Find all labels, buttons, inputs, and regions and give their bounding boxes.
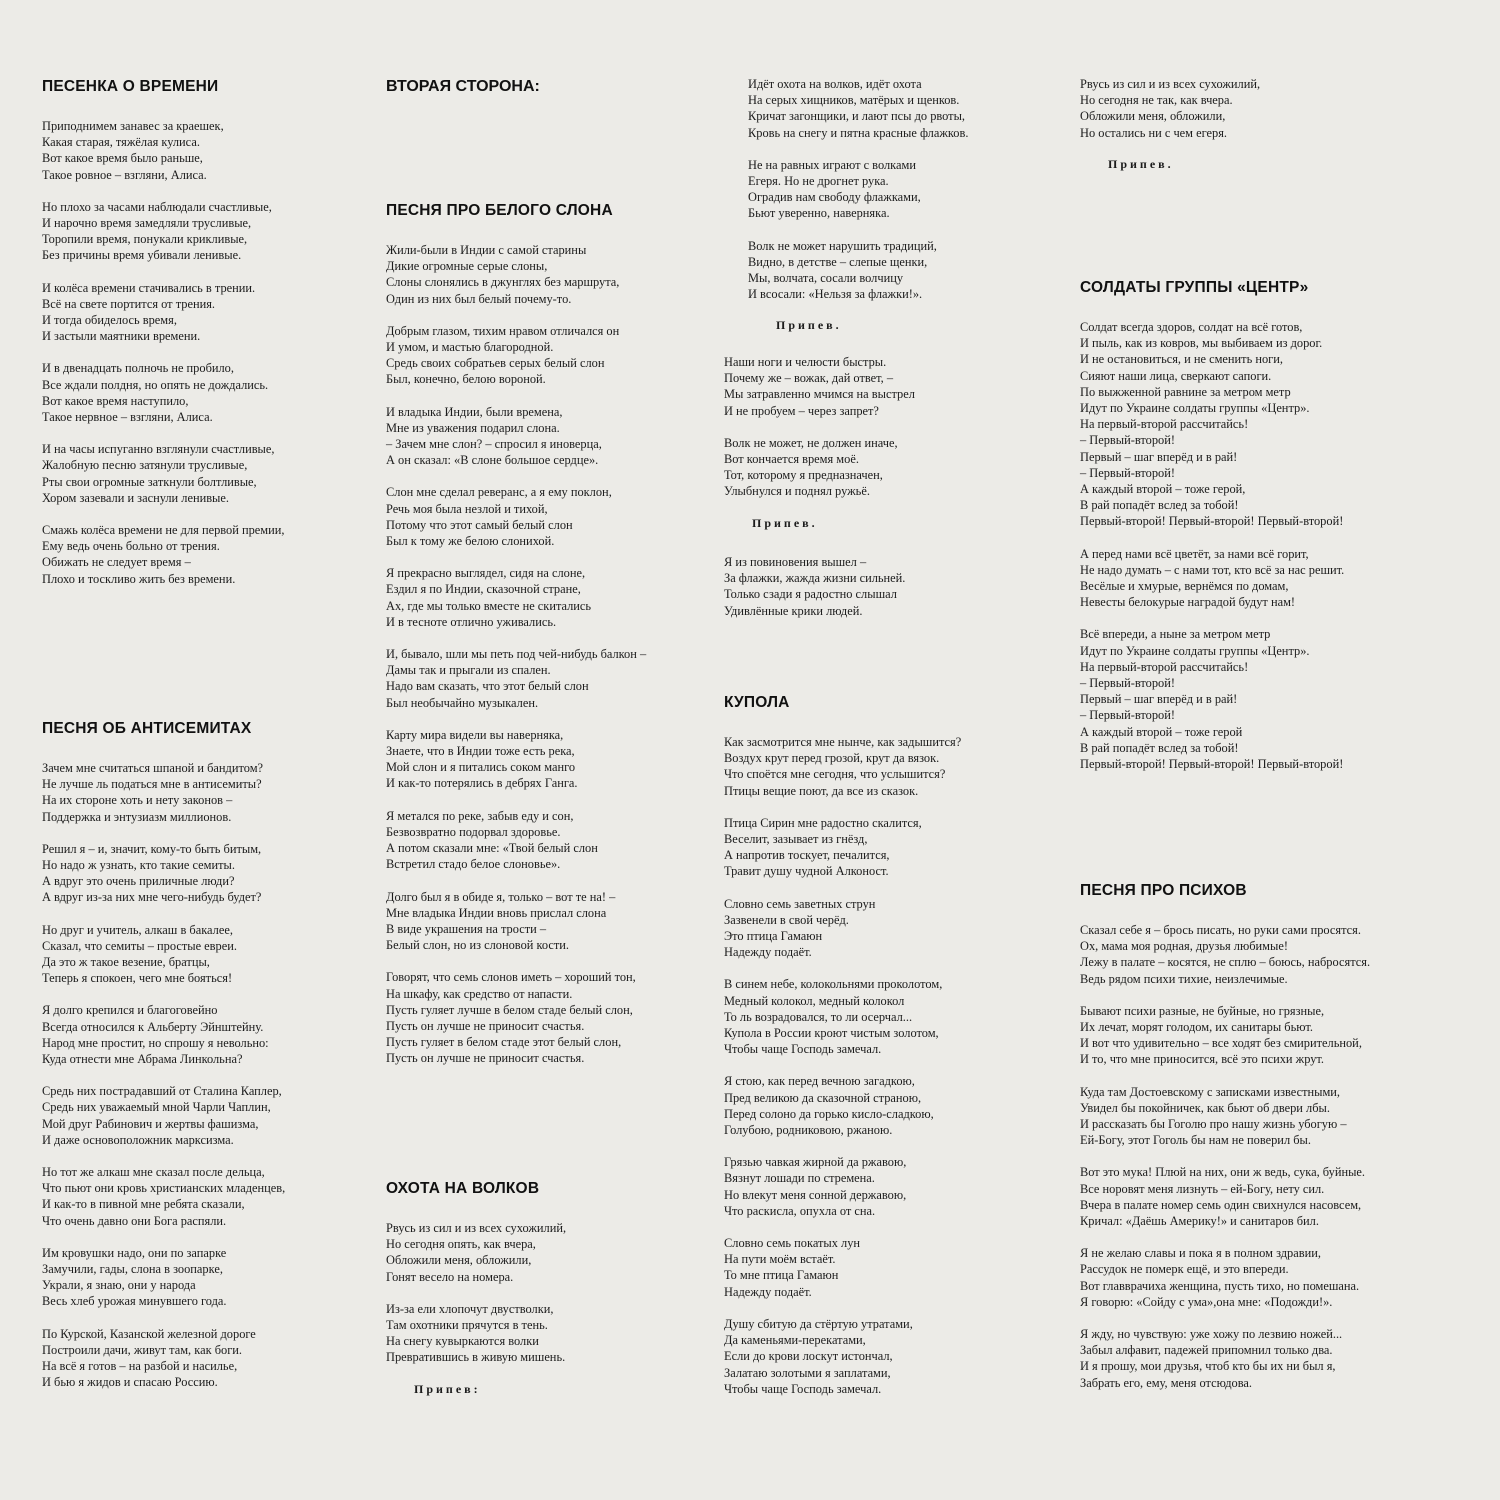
lyric-line: Душу сбитую да стёртую утратами, [724,1316,913,1331]
lyric-line: Мне владыка Индии вновь прислал слона [386,905,607,920]
lyric-line: Рассудок не померк ещё, и это впереди. [1080,1262,1289,1277]
lyric-line: Волк не может нарушить традиций, [748,238,937,253]
lyric-line: То ль возрадовался, то ли осерчал... [724,1009,913,1024]
lyric-line: И застыли маятники времени. [42,329,201,344]
lyric-line: Видно, в детстве – слепые щенки, [748,254,928,269]
stanza [42,1002,422,1067]
lyric-line: Я жду, но чувствую: уже хожу по лезвию ножей... [1080,1327,1343,1342]
lyric-line: Замучили, гады, слона в зоопарке, [42,1262,223,1277]
lyric-line: Смажь колёса времени не для первой премии, [42,523,285,538]
stanza [724,1235,1104,1300]
lyric-line: Забрать его, ему, меня отсюдова. [1080,1375,1252,1390]
lyric-line: На первый-второй рассчитайсь! [1080,417,1249,432]
lyric-line: Я не желаю славы и пока я в полном здравии, [1080,1246,1321,1261]
lyric-line: Обложили меня, обложили, [1080,109,1226,124]
lyric-line: И умом, и мастью благородной. [386,340,554,355]
lyric-line: Первый – шаг вперёд и в рай! [1080,692,1238,707]
lyric-line: Тот, которому я предназначен, [724,468,883,483]
stanza [1080,922,1460,987]
lyric-line: Рвусь из сил и из всех сухожилий, [1080,77,1261,91]
lyric-line: Вот это мука! Плюй на них, они ж ведь, сука, буйные. [1080,1165,1366,1180]
stanza [1080,546,1460,611]
lyric-line: Мы, волчата, сосали волчицу [748,271,904,286]
lyric-line: Увидел бы покойничек, как бьют об двери лбы. [1080,1100,1330,1115]
lyric-line: Что очень давно они Бога распяли. [42,1213,227,1228]
lyric-line: Средь своих собратьев серых белый слон [386,356,605,371]
stanza [748,238,1128,303]
lyric-line: Потому что этот самый белый слон [386,517,573,532]
stanza [42,1326,422,1391]
lyric-line: Наши ноги и челюсти быстры. [724,355,887,369]
stanza [1080,1326,1460,1391]
lyric-line: И рассказать бы Гоголю про нашу жизнь убогую – [1080,1117,1347,1132]
lyric-line: Средь них уважаемый мной Чарли Чаплин, [42,1100,271,1115]
lyric-line: И бью я жидов и спасаю Россию. [42,1375,218,1390]
stanza [386,1301,766,1366]
stanza [42,280,422,345]
ohota-continuation-2 [724,354,1104,549]
lyric-line: Только сзади я радостно слышал [724,587,897,602]
lyric-line: Кровь на снегу и пятна красные флажков. [748,125,969,140]
lyric-line: И даже основоположник марксизма. [42,1132,234,1147]
lyric-line: Но сегодня опять, как вчера, [386,1237,536,1252]
lyric-line: Ему ведь очень больно от трения. [42,539,220,554]
stanza [42,441,422,506]
lyric-line: Надежду подаёт. [724,1284,812,1299]
refrain-label: Припев: [414,1381,481,1396]
lyric-line: Знаете, что в Индии тоже есть река, [386,744,575,759]
lyric-line: Речь моя была незлой и тихой, [386,501,548,516]
lyric-line: А вдруг это очень приличные люди? [42,874,235,889]
lyric-line: И в двенадцать полночь не пробило, [42,361,234,376]
lyric-line: Это птица Гамаюн [724,929,823,944]
stanza [386,969,766,1066]
lyric-line: Но друг и учитель, алкаш в бакалее, [42,922,233,937]
lyric-line: Всегда относился к Альберту Эйнштейну. [42,1019,264,1034]
lyric-line: Что споётся мне сегодня, что услышится? [724,767,946,782]
lyric-line: А напротив тоскует, печалится, [724,848,890,863]
lyric-line: Мне из уважения подарил слона. [386,420,560,435]
lyric-line: Долго был я в обиде я, только – вот те на! – [386,889,616,904]
lyric-line: Удивлённые крики людей. [724,603,863,618]
lyric-line: А каждый второй – тоже герой, [1080,482,1246,497]
lyric-line: Их лечат, морят голодом, их санитары бьют. [1080,1020,1313,1035]
lyric-line: И колёса времени стачивались в трении. [42,280,256,295]
lyric-line: Весь хлеб урожая минувшего года. [42,1294,227,1309]
lyric-line: Вот какое время было раньше, [42,151,203,166]
stanza [724,554,1104,619]
lyric-line: Купола в России кроют чистым золотом, [724,1026,939,1041]
side-heading: ВТОРАЯ СТОРОНА: [386,78,540,95]
lyric-line: Пусть гуляет в белом стаде этот белый слон, [386,1035,622,1050]
lyric-line: Бьют уверенно, наверняка. [748,206,890,221]
lyric-line: Все ждали полдня, но опять не дождались. [42,377,269,392]
lyric-line: Безвозвратно подорвал здоровье. [386,824,561,839]
lyric-line: Медный колокол, медный колокол [724,993,905,1008]
lyric-line: Мой слон и я питались соком манго [386,760,576,775]
lyric-line: На шкафу, как средство от напасти. [386,986,573,1001]
lyric-line: И всосали: «Нельзя за флажки!». [748,287,923,302]
stanza [724,734,1104,799]
lyric-line: Мой друг Рабинович и жертвы фашизма, [42,1116,259,1131]
lyric-line: И владыка Индии, были времена, [386,404,563,419]
refrain-label: Припев. [1108,156,1174,171]
stanza [724,354,1104,419]
song-title: СОЛДАТЫ ГРУППЫ «ЦЕНТР» [1080,279,1309,296]
lyric-line: Дикие огромные серые слоны, [386,259,548,274]
lyric-line: На пути моём встаёт. [724,1252,836,1267]
stanza [42,760,422,825]
lyric-line: И, бывало, шли мы петь под чей-нибудь балкон – [386,647,647,662]
lyric-line: По выжженной равнине за метром метр [1080,384,1291,399]
lyric-line: Всё на свете портится от трения. [42,296,216,311]
stanza [386,323,766,388]
lyric-line: Из-за ели хлопочут двустволки, [386,1301,554,1316]
lyric-line: Торопили время, понукали крикливые, [42,232,248,247]
song-soldaty-gruppy-centr [1080,279,1460,788]
lyric-line: А каждый второй – тоже герой [1080,724,1243,739]
lyric-line: Народ мне простит, но спрошу я невольно: [42,1035,269,1050]
lyric-line: Куда отнести мне Абрама Линкольна? [42,1052,243,1067]
lyric-line: Залатаю золотыми я заплатами, [724,1365,891,1380]
lyric-line: И то, что мне приносится, всё это психи жрут. [1080,1052,1325,1067]
lyric-line: Но тот же алкаш мне сказал после дельца, [42,1165,265,1180]
lyric-line: Грязью чавкая жирной да ржавою, [724,1155,907,1170]
lyric-line: На серых хищников, матёрых и щенков. [748,93,960,108]
lyric-line: И в тесноте отлично уживались. [386,614,557,629]
stanza [386,646,766,711]
lyric-line: Жалобную песню затянули трусливые, [42,458,248,473]
lyric-line: Украли, я знаю, они у народа [42,1278,196,1293]
lyric-line: И не остановиться, и не сменить ноги, [1080,352,1283,367]
lyric-line: Теперь я спокоен, чего мне бояться! [42,971,233,986]
lyric-line: То мне птица Гамаюн [724,1268,839,1283]
lyric-line: Я прекрасно выглядел, сидя на слоне, [386,566,586,581]
stanza [386,889,766,954]
stanza [42,360,422,425]
lyric-line: Куда там Достоевскому с записками известными, [1080,1084,1341,1099]
lyric-line: Слоны слонялись в джунглях без маршрута, [386,275,620,290]
lyric-line: Первый-второй! Первый-второй! Первый-второй! [1080,757,1344,772]
song-ohota-na-volkov [386,1180,766,1415]
lyric-line: Кричат загонщики, и лают псы до рвоты, [748,109,966,124]
lyric-line: Первый – шаг вперёд и в рай! [1080,449,1238,464]
lyric-line: Первый-второй! Первый-второй! Первый-второй! [1080,514,1344,529]
column-2 [386,78,756,1396]
stanza [386,565,766,630]
lyric-line: Плохо и тоскливо жить без времени. [42,571,236,586]
lyric-line: Я стою, как перед вечною загадкою, [724,1074,915,1089]
lyric-line: Решил я – и, значит, кому-то быть битым, [42,841,262,856]
lyric-line: Добрым глазом, тихим нравом отличался он [386,323,620,338]
lyric-line: Пусть он лучше не приносит счастья. [386,1051,585,1066]
lyric-line: Гонят весело на номера. [386,1269,514,1284]
lyric-line: Забыл алфавит, падежей припомнил только два. [1080,1343,1333,1358]
lyric-line: Поддержка и энтузиазм миллионов. [42,809,232,824]
lyric-line: Вчера в палате номер семь один свихнулся насовсем, [1080,1197,1362,1212]
lyric-line: Я из повиновения вышел – [724,555,867,569]
lyric-line: Сияют наши лица, сверкают сапоги. [1080,368,1272,383]
lyric-line: Один из них был белый почему-то. [386,291,572,306]
stanza [1080,1003,1460,1068]
song-pesnya-pro-psihov [1080,882,1460,1407]
lyric-line: Как засмотрится мне нынче, как задышится? [724,735,962,749]
stanza [42,841,422,906]
lyric-line: Надежду подаёт. [724,945,812,960]
lyric-line: Обложили меня, обложили, [386,1253,532,1268]
lyric-line: И на часы испуганно взглянули счастливые, [42,442,275,457]
lyric-line: – Первый-второй! [1080,708,1176,723]
song-title: ПЕСНЯ ПРО ПСИХОВ [1080,882,1247,899]
stanza [1080,1164,1460,1229]
song-title: КУПОЛА [724,694,790,711]
lyric-line: Не надо думать – с нами тот, кто всё за нас решит. [1080,562,1345,577]
lyric-line: И как-то потерялись в дебрях Ганга. [386,776,578,791]
song-title: ПЕСНЯ ПРО БЕЛОГО СЛОНА [386,202,613,219]
lyric-line: Рвусь из сил и из всех сухожилий, [386,1221,567,1235]
lyric-line: Без причины время убивали ленивые. [42,248,242,263]
lyric-line: И пыль, как из ковров, мы выбиваем из дорог. [1080,336,1323,351]
lyric-line: За флажки, жажда жизни сильней. [724,571,906,586]
lyric-line: Ах, где мы только вместе не скитались [386,598,592,613]
song-title: ПЕСНЯ ОБ АНТИСЕМИТАХ [42,720,252,737]
lyric-line: А перед нами всё цветёт, за нами всё горит, [1080,546,1309,561]
lyric-line: А он сказал: «В слоне большое сердце». [386,453,599,468]
lyric-line: Приподнимем занавес за краешек, [42,119,224,133]
lyric-line: Воздух крут перед грозой, крут да вязок. [724,751,940,766]
lyric-line: Веселит, зазывает из гнёзд, [724,832,868,847]
lyric-line: Да каменьями-перекатами, [724,1333,866,1348]
lyric-line: Ездил я по Индии, сказочной стране, [386,582,581,597]
lyric-line: В рай попадёт вслед за тобой! [1080,498,1239,513]
lyric-line: Я метался по реке, забыв еду и сон, [386,808,574,823]
stanza [1080,76,1460,141]
stanza [386,1220,766,1285]
lyric-line: Но сегодня не так, как вчера. [1080,93,1233,108]
lyric-line: В синем небе, колокольнями проколотом, [724,977,943,992]
lyric-line: Превратившись в живую мишень. [386,1350,566,1365]
lyric-line: Все норовят меня лизнуть – ей-Богу, нету сил. [1080,1181,1325,1196]
lyric-line: По Курской, Казанской железной дороге [42,1326,256,1341]
stanza [386,727,766,792]
lyric-line: – Первый-второй! [1080,676,1176,691]
lyric-line: Чтобы чаще Господь замечал. [724,1381,882,1396]
lyric-line: И я прошу, мои друзья, чтоб кто бы их ни был я, [1080,1359,1336,1374]
lyric-line: – Зачем мне слон? – спросил я иноверца, [386,437,602,452]
lyric-line: Весёлые и хмурые, вернёмся по домам, [1080,579,1289,594]
stanza [42,522,422,587]
stanza [724,1073,1104,1138]
stanza [724,1154,1104,1219]
refrain-label: Припев. [752,515,818,530]
lyric-line: Но плохо за часами наблюдали счастливые, [42,199,272,214]
lyric-line: Сказал, что семиты – простые евреи. [42,938,237,953]
lyric-line: На всё я готов – на разбой и насилье, [42,1359,238,1374]
lyric-line: Построили дачи, живут там, как боги. [42,1342,243,1357]
stanza [42,1083,422,1148]
lyric-line: Рты свои огромные заткнули болтливые, [42,474,257,489]
lyric-line: Пусть гуляет лучше в белом стаде белый слон, [386,1002,633,1017]
lyric-line: – Первый-второй! [1080,465,1176,480]
lyric-line: На снегу кувыркаются волки [386,1334,539,1349]
lyric-line: Всё впереди, а ныне за метром метр [1080,627,1271,642]
lyric-line: Такое ровное – взгляни, Алиса. [42,167,207,182]
lyric-line: Лежу в палате – косятся, не сплю – боюсь, набросятся. [1080,955,1371,970]
lyric-line: Егеря. Но не дрогнет рука. [748,174,889,189]
stanza [724,896,1104,961]
lyric-line: Ей-Богу, этот Гоголь бы нам не поверил бы. [1080,1133,1311,1148]
lyric-line: Не лучше ль податься мне в антисемиты? [42,777,262,792]
stanza [1080,1084,1460,1149]
refrain-label: Припев. [776,318,842,333]
lyric-line: Пусть он лучше не приносит счастья. [386,1018,585,1033]
stanza [42,199,422,264]
lyric-line: Пред великою да сказочной страною, [724,1090,922,1105]
lyric-line: Зазвенели в свой черёд. [724,912,849,927]
stanza [386,404,766,469]
stanza [748,76,1128,141]
lyric-line: Чтобы чаще Господь замечал. [724,1042,882,1057]
stanza [42,1164,422,1229]
lyric-line: Был к тому же белою слонихой. [386,534,555,549]
lyric-line: Невесты белокурые наградой будут нам! [1080,595,1296,610]
lyric-line: А потом сказали мне: «Твой белый слон [386,841,598,856]
lyric-line: И нарочно время замедляли трусливые, [42,216,252,231]
lyric-line: Но влекут меня сонной державою, [724,1187,907,1202]
stanza [724,1316,1104,1397]
lyric-line: Сказал себе я – брось писать, но руки сами просятся. [1080,923,1361,937]
lyric-line: Жили-были в Индии с самой старины [386,243,587,257]
song-kupola [724,694,1104,1413]
song-title: ОХОТА НА ВОЛКОВ [386,1180,540,1197]
lyric-line: Ох, мама моя родная, друзья любимые! [1080,939,1288,954]
lyric-line: Идут по Украине солдаты группы «Центр». [1080,401,1310,416]
lyric-line: Да это ж такое везение, братцы, [42,955,210,970]
lyric-line: Вот главврачиха женщина, пусть тихо, но помешана. [1080,1278,1360,1293]
lyric-line: И тогда обиделось время, [42,313,177,328]
lyric-line: Но надо ж узнать, кто такие семиты. [42,858,235,873]
lyric-line: И как-то в пивной мне ребята сказали, [42,1197,245,1212]
ohota-continuation-3 [724,554,1104,635]
lyric-line: Не на равных играют с волками [748,157,916,172]
stanza [1080,319,1460,530]
lyric-line: Птица Сирин мне радостно скалится, [724,815,922,830]
lyric-line: Хором зазевали и заснули ленивые. [42,490,229,505]
lyric-line: Слон мне сделал реверанс, а я ему поклон, [386,485,612,500]
lyric-line: – Первый-второй! [1080,433,1176,448]
lyric-line: Волк не может, не должен иначе, [724,435,898,450]
stanza [748,157,1128,222]
lyric-line: Такое нервное – взгляни, Алиса. [42,410,213,425]
lyric-line: Словно семь заветных струн [724,896,876,911]
lyric-line: Оградив нам свободу флажками, [748,190,921,205]
lyric-line: Вязнут лошади по стремена. [724,1171,875,1186]
stanza [724,435,1104,500]
lyric-line: Встретил стадо белое слоновье». [386,857,561,872]
lyric-line: Зачем мне считаться шпаной и бандитом? [42,761,264,775]
ohota-ending [1080,76,1460,190]
stanza [386,242,766,307]
lyric-line: Голубою, родниковою, ржаною. [724,1123,893,1138]
lyric-line: В виде украшения на трости – [386,921,547,936]
lyric-line: Кричал: «Даёшь Америку!» и санитаров бил. [1080,1214,1319,1229]
lyric-line: И не пробуем – через запрет? [724,403,879,418]
lyric-line: Идут по Украине солдаты группы «Центр». [1080,643,1310,658]
stanza [724,815,1104,880]
lyric-line: Я долго крепился и благоговейно [42,1003,218,1018]
lyric-line: Им кровушки надо, они по запарке [42,1245,227,1260]
lyric-line: На их стороне хоть и нету законов – [42,793,233,808]
song-pesenka-o-vremeni [42,78,422,603]
lyric-line: Почему же – вожак, дай ответ, – [724,371,894,386]
stanza [386,808,766,873]
lyric-line: Мы затравленно мчимся на выстрел [724,387,915,402]
lyric-line: Травит душу чудной Алконост. [724,864,889,879]
lyric-line: В рай попадёт вслед за тобой! [1080,740,1239,755]
lyric-line: Белый слон, но из слоновой кости. [386,938,570,953]
lyric-line: Словно семь покатых лун [724,1236,861,1251]
lyric-line: Ведь рядом психи тихие, неизлечимые. [1080,971,1288,986]
lyric-line: Надо вам сказать, что этот белый слон [386,679,589,694]
lyric-line: На первый-второй рассчитайсь! [1080,659,1249,674]
lyric-line: Вот кончается время моё. [724,452,859,467]
lyric-line: Какая старая, тяжёлая кулиса. [42,135,200,150]
lyric-line: Я говорю: «Сойду с ума»,она мне: «Подожди!». [1080,1294,1333,1309]
lyric-line: Но остались ни с чем егеря. [1080,125,1228,140]
stanza [42,118,422,183]
lyric-line: Бывают психи разные, не буйные, но грязные, [1080,1003,1325,1018]
lyric-line: Что пьют они кровь христианских младенцев, [42,1181,286,1196]
lyric-line: Дамы так и прыгали из спален. [386,663,551,678]
lyric-line: А вдруг из-за них мне чего-нибудь будет? [42,890,262,905]
lyric-line: Птицы вещие поют, да все из сказок. [724,783,919,798]
lyric-line: Говорят, что семь слонов иметь – хороший тон, [386,970,636,985]
lyric-line: Был, конечно, белою вороной. [386,372,546,387]
song-pesnya-pro-belogo-slona [386,202,766,1083]
song-pesnya-ob-antisemitah [42,720,422,1407]
lyric-line: Там охотники прячутся в тень. [386,1318,548,1333]
lyric-line: И вот что удивительно – все ходят без смирительной, [1080,1036,1362,1051]
lyric-line: Карту мира видели вы наверняка, [386,727,564,742]
stanza [1080,626,1460,772]
lyric-line: Вот какое время наступило, [42,393,189,408]
lyric-line: Перед солоно да горько кисло-сладкою, [724,1106,934,1121]
ohota-continuation-1 [748,76,1128,351]
stanza [1080,1245,1460,1310]
lyric-line: Что раскисла, опухла от сна. [724,1203,876,1218]
lyric-line: Солдат всегда здоров, солдат на всё готов, [1080,320,1303,334]
stanza [42,922,422,987]
stanza [724,976,1104,1057]
stanza [386,484,766,549]
lyric-line: Средь них пострадавший от Сталина Каплер, [42,1084,282,1099]
lyric-line: Был необычайно музыкален. [386,695,539,710]
lyric-line: Идёт охота на волков, идёт охота [748,77,922,91]
lyric-line: Улыбнулся и поднял ружьё. [724,484,870,499]
stanza [42,1245,422,1310]
song-title: ПЕСЕНКА О ВРЕМЕНИ [42,78,219,95]
lyric-line: Обижать не следует время – [42,555,191,570]
lyric-line: Если до крови лоскут истончал, [724,1349,893,1364]
